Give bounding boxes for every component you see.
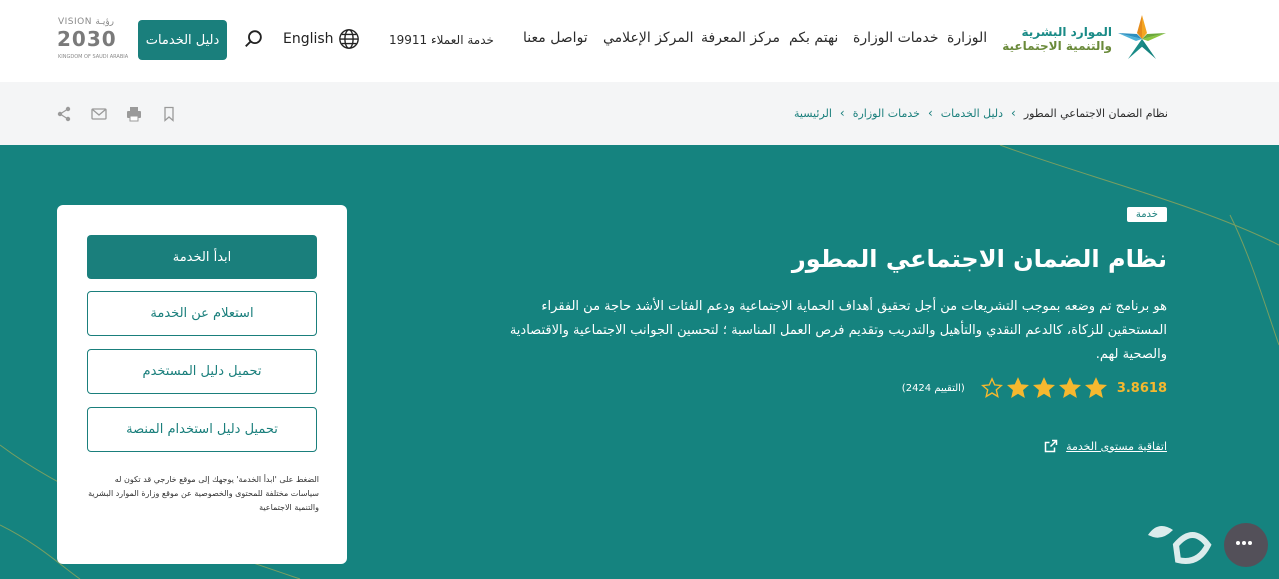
star-filled-icon[interactable] [1007, 377, 1029, 399]
vision-year: 2030 [57, 27, 117, 51]
rating-score: 3.8618 [1116, 380, 1167, 396]
star-filled-icon[interactable] [1059, 377, 1081, 399]
start-service-button[interactable]: ابدأ الخدمة [87, 235, 317, 279]
breadcrumb-services-guide[interactable]: دليل الخدمات [940, 106, 1004, 120]
star-filled-icon[interactable] [1033, 377, 1055, 399]
download-platform-guide-button[interactable]: تحميل دليل استخدام المنصة [87, 407, 317, 452]
download-user-guide-button[interactable]: تحميل دليل المستخدم [87, 349, 317, 394]
logo-line-2: والتنمية الاجتماعية [1002, 39, 1112, 53]
nav-item-knowledge-center[interactable]: مركز المعرفة [701, 30, 780, 46]
language-label: English [283, 31, 334, 47]
breadcrumb-separator-icon: › [839, 106, 845, 120]
nav-item-ministry[interactable]: الوزارة [947, 30, 988, 46]
breadcrumb-home[interactable]: الرئيسية [794, 106, 832, 120]
external-link-icon [1044, 439, 1058, 453]
star-empty-icon[interactable] [981, 377, 1003, 399]
vision-2030-logo[interactable] [56, 17, 129, 65]
service-description: هو برنامج تم وضعه بموجب التشريعات من أجل تحقيق أهداف الحماية الاجتماعية ودعم الفئات الأشد حاجة من الفقراء المستحقين للزكاة، كالدعم النقدي والتأهيل والتدريب وتقديم فرص العمل المناسبة ؛ لتحسين الجوانب الاجتماعية والاقتصادية والصحية لهم. [509, 299, 1167, 362]
bookmark-icon[interactable] [161, 106, 177, 122]
breadcrumb-bar [0, 82, 1279, 145]
search-icon[interactable] [243, 28, 265, 50]
nav-item-we-care[interactable]: نهتم بكم [789, 30, 839, 46]
star-filled-icon[interactable] [1085, 377, 1107, 399]
breadcrumb-separator-icon: › [927, 106, 933, 120]
page-tools [56, 106, 177, 122]
service-badge: خدمة [1127, 207, 1167, 222]
service-rating [902, 377, 1167, 399]
breadcrumb-current: نظام الضمان الاجتماعي المطور [1023, 106, 1168, 120]
external-site-note: الضغط على 'ابدأ الخدمة' يوجهك إلى موقع خارجي قد تكون له سياسات مختلفة للمحتوى والخصوصية عن موقع وزارة الموارد البشرية والتنمية الاجتماعية [88, 475, 319, 512]
sla-link[interactable] [1044, 439, 1167, 453]
globe-icon [338, 28, 360, 50]
breadcrumb-ministry-services[interactable]: خدمات الوزارة [852, 106, 920, 120]
vision-top-text: VISION رؤيـة [58, 17, 115, 27]
service-inquiry-button[interactable]: استعلام عن الخدمة [87, 291, 317, 336]
nav-item-ministry-services[interactable]: خدمات الوزارة [853, 30, 939, 46]
logo-line-1: الموارد البشرية [1021, 25, 1112, 39]
customer-service-number[interactable]: خدمة العملاء 19911 [389, 33, 494, 47]
service-hero [0, 145, 1279, 579]
email-icon[interactable] [91, 106, 107, 122]
share-icon[interactable] [56, 106, 72, 122]
page-title: نظام الضمان الاجتماعي المطور [791, 245, 1167, 273]
rating-stars[interactable] [981, 377, 1107, 399]
nav-item-contact-us[interactable]: تواصل معنا [523, 30, 588, 46]
header [0, 0, 1279, 82]
watermark-logo [1138, 515, 1278, 579]
rating-count: (التقييم 2424) [901, 382, 965, 394]
vision-subtitle: KINGDOM OF SAUDI ARABIA [58, 54, 129, 60]
breadcrumb [794, 106, 1168, 120]
nav-item-media-center[interactable]: المركز الإعلامي [603, 30, 694, 46]
language-switch[interactable] [283, 28, 360, 50]
print-icon[interactable] [126, 106, 142, 122]
services-guide-button[interactable]: دليل الخدمات [138, 20, 227, 60]
sla-link-text: اتفاقية مستوى الخدمة [1066, 439, 1167, 453]
service-actions-card [57, 205, 347, 564]
breadcrumb-separator-icon: › [1011, 106, 1016, 120]
